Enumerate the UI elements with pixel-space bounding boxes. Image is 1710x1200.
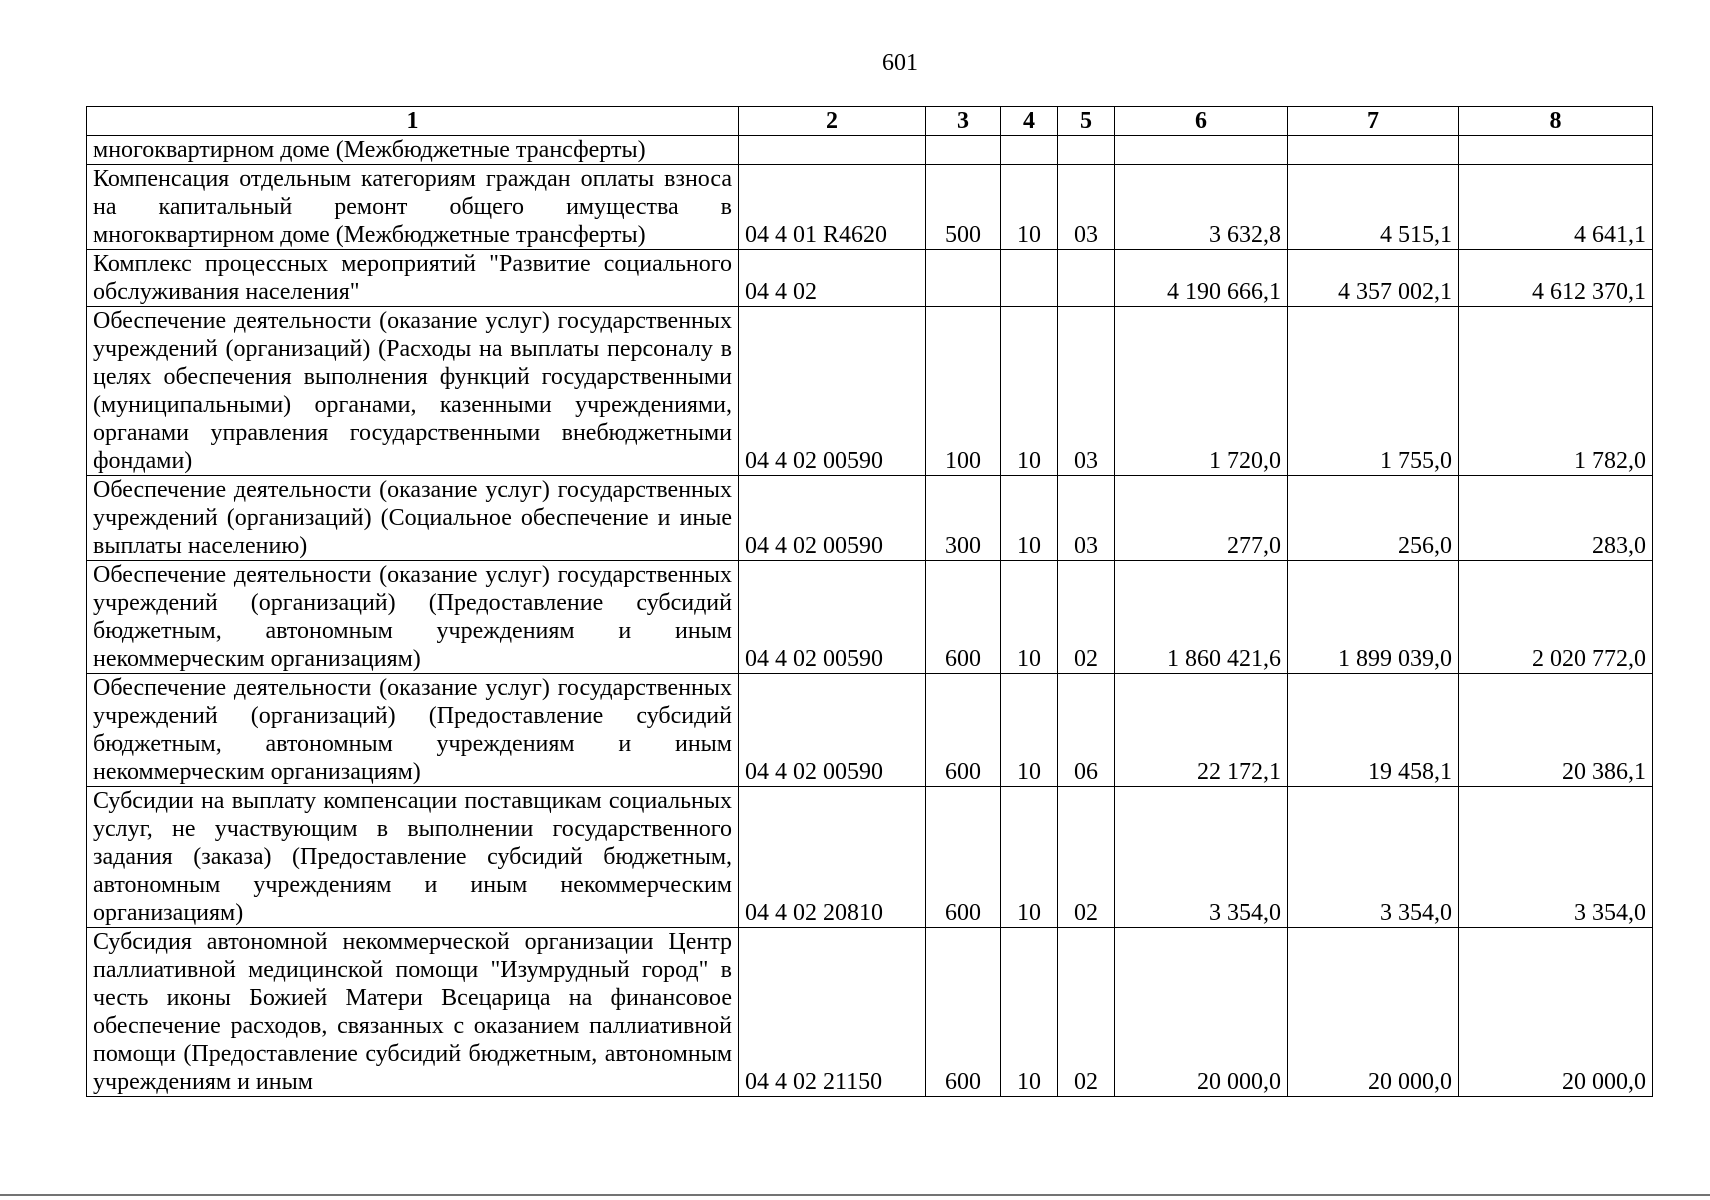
row-col-7: 1 899 039,0	[1288, 561, 1459, 674]
table-row	[87, 928, 1653, 1097]
row-name: Субсидия автономной некоммерческой организации Центр паллиативной медицинской помощи "Изумрудный город" в честь иконы Божией Матери Всецарица на финансовое обеспечение расходов, связанных с оказанием паллиативной помощи (Предоставление субсидий бюджетным, автономным учреждениям и иным	[87, 928, 739, 1097]
table-row	[87, 787, 1653, 928]
row-col-5	[1058, 136, 1115, 165]
row-col-6: 22 172,1	[1115, 674, 1288, 787]
row-col-7: 256,0	[1288, 476, 1459, 561]
row-col-3: 600	[926, 787, 1001, 928]
header-col-8: 8	[1459, 107, 1653, 136]
row-col-7: 19 458,1	[1288, 674, 1459, 787]
row-col-4: 10	[1001, 928, 1058, 1097]
row-col-8: 3 354,0	[1459, 787, 1653, 928]
row-col-5: 02	[1058, 561, 1115, 674]
row-col-8: 20 000,0	[1459, 928, 1653, 1097]
row-col-4	[1001, 136, 1058, 165]
row-col-8: 283,0	[1459, 476, 1653, 561]
row-col-3: 300	[926, 476, 1001, 561]
row-col-6: 4 190 666,1	[1115, 250, 1288, 307]
table-row	[87, 307, 1653, 476]
row-name: Обеспечение деятельности (оказание услуг) государственных учреждений (организаций) (Социальное обеспечение и иные выплаты населению)	[87, 476, 739, 561]
row-col-7: 20 000,0	[1288, 928, 1459, 1097]
row-col-5: 02	[1058, 787, 1115, 928]
row-col-4: 10	[1001, 787, 1058, 928]
row-col-3: 500	[926, 165, 1001, 250]
row-col-4: 10	[1001, 165, 1058, 250]
header-col-3: 3	[926, 107, 1001, 136]
row-code: 04 4 02 20810	[739, 787, 926, 928]
row-col-8: 4 641,1	[1459, 165, 1653, 250]
row-col-5: 03	[1058, 307, 1115, 476]
row-col-3	[926, 250, 1001, 307]
row-code: 04 4 02 00590	[739, 561, 926, 674]
header-col-4: 4	[1001, 107, 1058, 136]
row-col-5: 03	[1058, 476, 1115, 561]
row-col-6: 1 720,0	[1115, 307, 1288, 476]
row-col-7: 4 357 002,1	[1288, 250, 1459, 307]
row-name: Обеспечение деятельности (оказание услуг) государственных учреждений (организаций) (Предоставление субсидий бюджетным, автономным учреждениям и иным некоммерческим организациям)	[87, 674, 739, 787]
row-name: Компенсация отдельным категориям граждан оплаты взноса на капитальный ремонт общего имущества в многоквартирном доме (Межбюджетные трансферты)	[87, 165, 739, 250]
row-col-8: 1 782,0	[1459, 307, 1653, 476]
row-name: Комплекс процессных мероприятий "Развитие социального обслуживания населения"	[87, 250, 739, 307]
row-col-4	[1001, 250, 1058, 307]
table-row	[87, 476, 1653, 561]
row-col-7: 4 515,1	[1288, 165, 1459, 250]
row-col-8: 2 020 772,0	[1459, 561, 1653, 674]
row-col-4: 10	[1001, 476, 1058, 561]
table-row	[87, 136, 1653, 165]
row-name: Субсидии на выплату компенсации поставщикам социальных услуг, не участвующим в выполнении государственного задания (заказа) (Предоставление субсидий бюджетным, автономным учреждениям и иным некоммерческим организациям)	[87, 787, 739, 928]
row-col-5: 06	[1058, 674, 1115, 787]
row-name: Обеспечение деятельности (оказание услуг) государственных учреждений (организаций) (Расходы на выплаты персоналу в целях обеспечения выполнения функций государственными (муниципальными) органами, казенными учреждениями, органами управления государственными внебюджетными фондами)	[87, 307, 739, 476]
row-col-4: 10	[1001, 674, 1058, 787]
header-col-7: 7	[1288, 107, 1459, 136]
row-col-6	[1115, 136, 1288, 165]
row-col-4: 10	[1001, 561, 1058, 674]
row-code	[739, 136, 926, 165]
row-code: 04 4 02 00590	[739, 476, 926, 561]
row-col-5: 02	[1058, 928, 1115, 1097]
row-col-7: 3 354,0	[1288, 787, 1459, 928]
header-col-1: 1	[87, 107, 739, 136]
row-code: 04 4 02 00590	[739, 674, 926, 787]
row-col-4: 10	[1001, 307, 1058, 476]
row-col-3: 100	[926, 307, 1001, 476]
header-row	[87, 107, 1653, 136]
row-col-6: 20 000,0	[1115, 928, 1288, 1097]
row-col-3: 600	[926, 674, 1001, 787]
row-name: Обеспечение деятельности (оказание услуг) государственных учреждений (организаций) (Предоставление субсидий бюджетным, автономным учреждениям и иным некоммерческим организациям)	[87, 561, 739, 674]
row-code: 04 4 02	[739, 250, 926, 307]
row-col-6: 277,0	[1115, 476, 1288, 561]
header-col-2: 2	[739, 107, 926, 136]
header-col-6: 6	[1115, 107, 1288, 136]
row-col-6: 1 860 421,6	[1115, 561, 1288, 674]
row-name: многоквартирном доме (Межбюджетные трансферты)	[87, 136, 739, 165]
row-col-5	[1058, 250, 1115, 307]
table-row	[87, 165, 1653, 250]
row-col-8: 4 612 370,1	[1459, 250, 1653, 307]
budget-table	[86, 106, 1653, 1097]
row-code: 04 4 02 21150	[739, 928, 926, 1097]
table-row	[87, 561, 1653, 674]
row-col-6: 3 632,8	[1115, 165, 1288, 250]
scan-edge-line	[0, 1194, 1710, 1196]
table-row	[87, 250, 1653, 307]
row-code: 04 4 01 R4620	[739, 165, 926, 250]
row-col-3	[926, 136, 1001, 165]
row-col-7	[1288, 136, 1459, 165]
row-col-8: 20 386,1	[1459, 674, 1653, 787]
row-col-8	[1459, 136, 1653, 165]
header-col-5: 5	[1058, 107, 1115, 136]
row-col-5: 03	[1058, 165, 1115, 250]
page-number: 601	[882, 50, 918, 76]
row-col-3: 600	[926, 561, 1001, 674]
row-code: 04 4 02 00590	[739, 307, 926, 476]
table-row	[87, 674, 1653, 787]
row-col-6: 3 354,0	[1115, 787, 1288, 928]
row-col-7: 1 755,0	[1288, 307, 1459, 476]
row-col-3: 600	[926, 928, 1001, 1097]
